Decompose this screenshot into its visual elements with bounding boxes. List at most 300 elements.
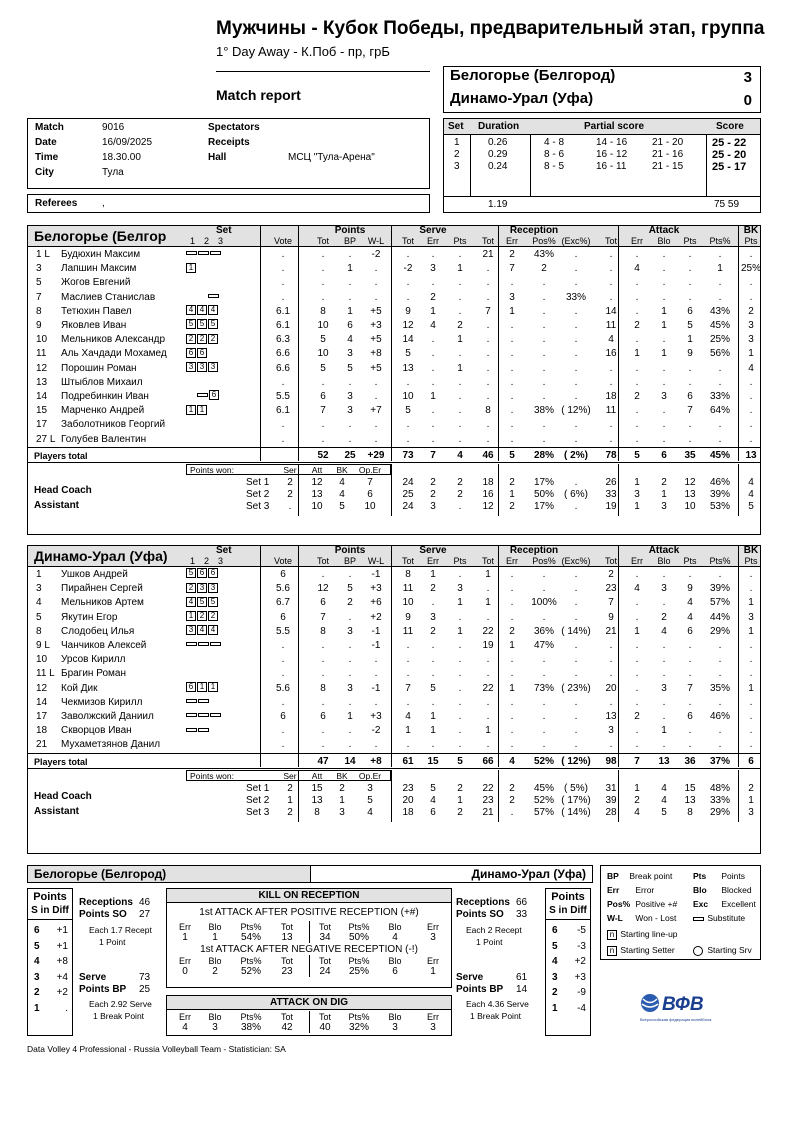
stat-cell: .	[662, 433, 666, 445]
set-stat-cell: 4	[661, 782, 667, 794]
stat-cell: .	[348, 277, 352, 289]
player-number: 21	[36, 739, 48, 751]
stat-cell: +3	[370, 320, 382, 331]
legend-item	[607, 912, 676, 924]
stat-cell: 43%	[709, 305, 730, 317]
set-stat-cell: 19	[605, 500, 617, 512]
stat-cell: 5	[320, 334, 326, 346]
total-cell: 4	[509, 755, 515, 767]
stat-cell: .	[510, 711, 514, 722]
stat-cell: 2	[430, 583, 436, 595]
stat-cell: .	[348, 419, 352, 431]
stat-cell: .	[510, 405, 514, 417]
stat-cell: .	[662, 291, 666, 303]
stat-cell: 8	[405, 569, 411, 580]
set-stat-cell: .	[574, 476, 578, 488]
set-stat-cell: 4	[748, 476, 754, 488]
stat-cell: 12	[317, 583, 329, 595]
player-number: 10	[36, 654, 48, 666]
rotation-number: 4	[34, 956, 40, 967]
set-score: 25 - 20	[712, 149, 747, 161]
stat-cell: .	[688, 263, 692, 275]
set-stat-cell: 2	[509, 476, 515, 488]
set-stat-cell: ( 5%)	[564, 782, 588, 794]
players-total-label: Players total	[34, 756, 88, 767]
points-won-col: BK	[336, 464, 348, 475]
stat-cell: 5	[347, 583, 353, 595]
col-sub-header: Tot	[481, 556, 494, 566]
stat-cell: .	[718, 696, 722, 708]
stat-cell: .	[510, 583, 514, 595]
set-icons	[186, 291, 246, 303]
col-points: Points	[334, 545, 366, 556]
stat-cell: 3	[347, 682, 353, 694]
stat-cell: 1	[661, 305, 667, 317]
stat-cell: .	[406, 668, 410, 680]
col-sub-header: Tot	[401, 556, 414, 566]
stat-cell: .	[635, 334, 639, 346]
head-coach-label: Head Coach	[34, 484, 92, 496]
starting-icon: n	[607, 930, 617, 940]
divider	[28, 462, 760, 463]
legend-abbr: Pos%	[607, 899, 631, 909]
stat-cell: 2	[509, 625, 515, 637]
stat-cell: 6	[347, 320, 353, 331]
attack-on-dig-value: 42	[281, 1022, 293, 1033]
stat-cell: .	[574, 668, 578, 680]
stat-cell: 1	[457, 334, 463, 346]
set-label: Set 1	[246, 476, 270, 488]
stat-cell: .	[542, 277, 546, 289]
each-recept-point: 1 Point	[476, 937, 503, 947]
divider	[706, 134, 707, 196]
stat-cell: .	[635, 668, 639, 680]
stat-cell: 1	[485, 725, 491, 737]
substitute-icon	[208, 294, 219, 298]
set-stat-cell: 18	[482, 476, 494, 488]
stat-cell: ( 14%)	[561, 625, 591, 637]
referees-box	[27, 194, 430, 213]
legend	[600, 865, 761, 960]
stat-cell: .	[574, 725, 578, 737]
stat-cell: .	[458, 433, 462, 445]
points-won-cell: 8	[314, 806, 320, 818]
starting-position-icon: 4	[208, 625, 218, 635]
stat-cell: 10	[402, 597, 414, 609]
total-cell: 4	[457, 449, 463, 461]
legend-abbr: Exc	[693, 899, 709, 909]
kor-col-header: Tot	[318, 956, 331, 966]
starting-position-icon: 1	[208, 682, 218, 692]
set-stat-cell: 20	[402, 794, 414, 806]
rotation-number: 4	[552, 956, 558, 967]
col-sub-header: Pts	[744, 556, 758, 566]
stat-cell: .	[635, 433, 639, 445]
starting-position-icon: 1	[197, 405, 207, 415]
stat-cell: .	[718, 668, 722, 680]
player-number: 17	[36, 419, 48, 431]
stat-cell: 2	[457, 320, 463, 331]
rotation-diff: -9	[577, 987, 586, 998]
players-total-label: Players total	[34, 450, 88, 461]
stat-cell: 6	[320, 391, 326, 402]
stat-cell: .	[348, 249, 352, 260]
stat-cell: .	[688, 291, 692, 303]
stat-cell: .	[486, 419, 490, 431]
stat-cell: 45%	[709, 320, 730, 331]
stat-cell: 7	[687, 405, 693, 417]
col-points: Points	[334, 225, 366, 236]
set-stat-cell: 57%	[533, 806, 554, 818]
stat-cell: .	[635, 249, 639, 260]
stat-cell: .	[431, 654, 435, 666]
set-stat-cell: 53%	[709, 500, 730, 512]
player-name: Аль Хачдади Мохамед	[61, 348, 167, 360]
kor-col-header: Pts%	[348, 956, 370, 966]
starting-position-icon: 1	[186, 611, 196, 621]
substitute-icon	[210, 642, 221, 646]
set-stat-cell: ( 14%)	[561, 806, 591, 818]
stat-cell: 5.6	[276, 682, 290, 694]
divider	[28, 753, 760, 754]
stat-cell: 5	[687, 320, 693, 331]
stat-cell: .	[406, 654, 410, 666]
total-cell: 15	[427, 755, 439, 767]
legend-item	[607, 898, 677, 910]
player-number: 10	[36, 334, 48, 346]
stat-cell: 3	[347, 625, 353, 637]
col-sub-header: W-L	[367, 236, 385, 246]
stat-cell: .	[609, 419, 613, 431]
divider	[738, 464, 739, 516]
set-stat-cell: 6	[430, 806, 436, 818]
stat-cell: .	[542, 320, 546, 331]
footer: Data Volley 4 Professional - Russia Volleyball Team - Statistician: SA	[27, 1044, 286, 1054]
set-stat-cell: 2	[457, 806, 463, 818]
stat-cell: 21	[482, 249, 494, 260]
stat-cell: .	[431, 362, 435, 374]
stat-cell: .	[321, 696, 325, 708]
set-stat-cell: 16	[482, 488, 494, 500]
col-attack: Attack	[648, 545, 680, 556]
stat-cell: .	[688, 739, 692, 751]
points-won-cell: 2	[287, 782, 293, 794]
starting-position-icon: 3	[186, 362, 196, 372]
set-icons	[186, 625, 246, 637]
divider	[498, 770, 499, 822]
set-stat-cell: .	[458, 500, 462, 512]
set-icons	[186, 639, 246, 651]
rotation-number: 2	[34, 987, 40, 998]
substitute-icon	[186, 251, 197, 255]
stat-cell: 11	[402, 625, 414, 637]
stat-cell: 29%	[709, 625, 730, 637]
positive-attack-value: 4	[392, 932, 398, 943]
stat-cell: .	[406, 419, 410, 431]
set-stat-cell: 2	[509, 782, 515, 794]
set-stat-cell: 5	[430, 782, 436, 794]
divider	[167, 902, 451, 903]
negative-attack-value: 52%	[240, 966, 261, 977]
stat-cell: .	[688, 640, 692, 651]
stat-cell: .	[574, 611, 578, 623]
bottom-team-bar	[27, 865, 593, 883]
col-sub-header: Err	[506, 556, 518, 566]
stat-cell: 1	[661, 348, 667, 360]
away-sets: 0	[743, 92, 752, 109]
player-name: Марченко Андрей	[61, 405, 145, 417]
stat-cell: 3	[748, 611, 754, 623]
stat-cell: .	[688, 362, 692, 374]
stat-cell: 13	[402, 362, 414, 374]
stat-cell: 1	[687, 334, 693, 346]
stat-cell: .	[749, 391, 753, 402]
stat-cell: .	[374, 291, 378, 303]
each-serve-bp: 1 Break Point	[470, 1011, 522, 1021]
set-stat-cell: .	[510, 806, 514, 818]
stat-cell: 13	[605, 711, 617, 722]
stat-cell: .	[348, 696, 352, 708]
set-stat-cell: 46%	[709, 476, 730, 488]
set-stat-cell: 24	[402, 476, 414, 488]
stat-cell: .	[458, 249, 462, 260]
stat-cell: .	[718, 433, 722, 445]
stat-cell: 19	[482, 640, 494, 651]
set-icons	[186, 404, 246, 416]
stat-cell: .	[374, 668, 378, 680]
stat-cell: .	[749, 668, 753, 680]
starting-position-icon: 6	[186, 348, 196, 358]
set-number: 2	[454, 149, 460, 160]
assistant-label: Assistant	[34, 499, 80, 511]
rotation-diff: +1	[56, 940, 68, 952]
stat-cell: 5	[430, 682, 436, 694]
stat-cell: .	[281, 263, 285, 275]
set-icons	[186, 568, 246, 580]
stat-cell: .	[662, 654, 666, 666]
stat-cell: .	[718, 277, 722, 289]
col-bk: BK	[743, 545, 759, 556]
set-stat-cell: 18	[402, 806, 414, 818]
stat-cell: .	[718, 640, 722, 651]
stat-cell: 4	[687, 611, 693, 623]
player-number: 12	[36, 682, 48, 694]
stat-cell: 73%	[533, 682, 554, 694]
starting-position-icon: 1	[186, 405, 196, 415]
set-stat-cell: 33%	[709, 794, 730, 806]
attack-on-dig-value: 38%	[240, 1022, 261, 1033]
points-won-col: Ser	[283, 770, 297, 781]
starting-position-icon: 6	[197, 348, 207, 358]
set-score: 25 - 22	[712, 137, 747, 149]
stat-cell: 22	[482, 625, 494, 637]
stat-cell: .	[374, 739, 378, 751]
stat-cell: .	[281, 249, 285, 260]
player-number: 5	[36, 277, 42, 289]
points-won-cell: 3	[367, 782, 373, 794]
stat-cell: 3	[748, 320, 754, 331]
stat-cell: .	[281, 376, 285, 388]
stat-cell: 11	[605, 405, 617, 417]
stat-cell: .	[574, 362, 578, 374]
stat-cell: .	[574, 376, 578, 388]
stat-cell: .	[542, 668, 546, 680]
stat-cell: .	[431, 696, 435, 708]
col-set: Set	[216, 225, 232, 236]
stat-cell: .	[635, 362, 639, 374]
divider	[391, 464, 392, 516]
rotation-number: 3	[34, 971, 40, 983]
attack-on-dig-value: 3	[212, 1022, 218, 1033]
stat-cell: 1	[748, 597, 754, 609]
stat-cell: 1	[457, 362, 463, 374]
points-won-cell: 2	[287, 488, 293, 500]
stat-cell: .	[662, 668, 666, 680]
stat-cell: .	[749, 376, 753, 388]
starting-position-icon: 1	[186, 263, 196, 273]
divider	[530, 134, 531, 196]
stat-cell: 4	[748, 362, 754, 374]
substitute-icon	[210, 713, 221, 717]
stat-cell: .	[486, 668, 490, 680]
stat-cell: 4	[634, 263, 640, 275]
stat-cell: .	[510, 348, 514, 360]
stat-cell: .	[431, 433, 435, 445]
each-serve-bp: 1 Break Point	[93, 1011, 145, 1021]
rotation-diff: +8	[56, 956, 68, 967]
substitute-icon	[198, 713, 209, 717]
stat-cell: .	[458, 696, 462, 708]
stat-cell: 2	[509, 249, 515, 260]
set-duration: 0.29	[488, 149, 508, 160]
stat-cell: 6	[687, 391, 693, 402]
stat-cell: .	[321, 291, 325, 303]
stat-cell: .	[486, 263, 490, 275]
stat-cell: 4	[405, 711, 411, 722]
stat-cell: 1	[347, 305, 353, 317]
stat-cell: .	[486, 654, 490, 666]
legend-item	[693, 884, 752, 896]
stat-cell: .	[609, 291, 613, 303]
col-sub-header: Tot	[316, 236, 329, 246]
kor-col-header: Blo	[208, 956, 222, 966]
stat-cell: 46%	[709, 711, 730, 722]
player-name: Маслиев Станислав	[61, 291, 156, 303]
stat-cell: .	[749, 569, 753, 580]
stat-cell: .	[510, 277, 514, 289]
stat-cell: 1	[485, 597, 491, 609]
player-name: Мухаметзянов Данил	[61, 739, 161, 751]
col-sub-header: Tot	[316, 556, 329, 566]
stat-cell: .	[321, 376, 325, 388]
attack-on-dig-value: 32%	[348, 1022, 369, 1033]
stat-cell: .	[609, 362, 613, 374]
stat-cell: 44%	[709, 611, 730, 623]
stat-cell: .	[574, 334, 578, 346]
set-icons	[186, 362, 246, 374]
sets-h-score: Score	[716, 121, 744, 132]
set-stat-cell: 2	[748, 782, 754, 794]
stat-cell: 5	[320, 362, 326, 374]
stat-cell: +7	[370, 405, 382, 417]
points-bp-value: 25	[139, 984, 151, 995]
stat-cell: 6	[687, 625, 693, 637]
each-serve: Each 2.92 Serve	[89, 999, 152, 1009]
player-number: 9 L	[36, 640, 50, 651]
stat-cell: .	[749, 696, 753, 708]
stat-cell: .	[486, 291, 490, 303]
col-attack: Attack	[648, 225, 680, 236]
points-won-cell: 10	[364, 500, 376, 512]
stat-cell: .	[574, 263, 578, 275]
stat-cell: .	[374, 433, 378, 445]
negative-attack-value: 23	[281, 966, 293, 977]
substitute-icon	[186, 728, 197, 732]
s-in-diff-heading: S in Diff	[31, 905, 69, 916]
date-value: 16/09/2025	[102, 137, 153, 148]
stat-cell: .	[321, 640, 325, 651]
starting-position-icon: 2	[186, 583, 196, 593]
divider	[309, 1011, 310, 1033]
stat-cell: .	[662, 696, 666, 708]
starting-position-icon: 5	[186, 319, 196, 329]
legend-abbr: Err	[607, 885, 620, 895]
set-stat-cell: 8	[687, 806, 693, 818]
stat-cell: 1	[430, 711, 436, 722]
stat-cell: .	[542, 362, 546, 374]
stat-cell: 2	[430, 291, 436, 303]
legend-desc: Won - Lost	[633, 913, 677, 923]
empty-slot	[210, 725, 220, 735]
rotation-number: 2	[552, 987, 558, 998]
col-sub-header: Tot	[481, 236, 494, 246]
kor-col-header: Pts%	[240, 1012, 262, 1022]
stat-cell: 3	[509, 291, 515, 303]
stat-cell: .	[574, 711, 578, 722]
referees-label: Referees	[35, 198, 78, 209]
stat-cell: .	[348, 654, 352, 666]
stat-cell: .	[635, 419, 639, 431]
stat-cell: +2	[370, 611, 382, 623]
starting-position-icon: 5	[197, 597, 207, 607]
stat-cell: -2	[403, 263, 413, 275]
stat-cell: .	[510, 739, 514, 751]
kor-col-header: Pts%	[240, 922, 262, 932]
negative-attack-value: 1	[430, 966, 436, 977]
col-sub-header: W-L	[367, 556, 385, 566]
stat-cell: .	[510, 362, 514, 374]
total-cell: +8	[370, 755, 382, 767]
stat-cell: 21	[605, 625, 617, 637]
positive-attack-value: 54%	[240, 932, 261, 943]
stat-cell: 3	[661, 682, 667, 694]
set-icons	[186, 611, 246, 623]
stat-cell: .	[321, 654, 325, 666]
away-rotation-box	[545, 888, 591, 1036]
set-stat-cell: 4	[634, 806, 640, 818]
partial-score: 21 - 16	[652, 149, 684, 160]
set-stat-cell: ( 17%)	[561, 794, 591, 806]
stat-cell: .	[486, 583, 490, 595]
stat-cell: .	[321, 739, 325, 751]
stat-cell: 5.5	[276, 391, 290, 402]
stat-cell: .	[374, 696, 378, 708]
points-won-cell: .	[288, 500, 292, 512]
stat-cell: 25%	[740, 263, 761, 275]
stat-cell: .	[510, 654, 514, 666]
stat-cell: .	[348, 739, 352, 751]
hall-label: Hall	[208, 152, 227, 163]
